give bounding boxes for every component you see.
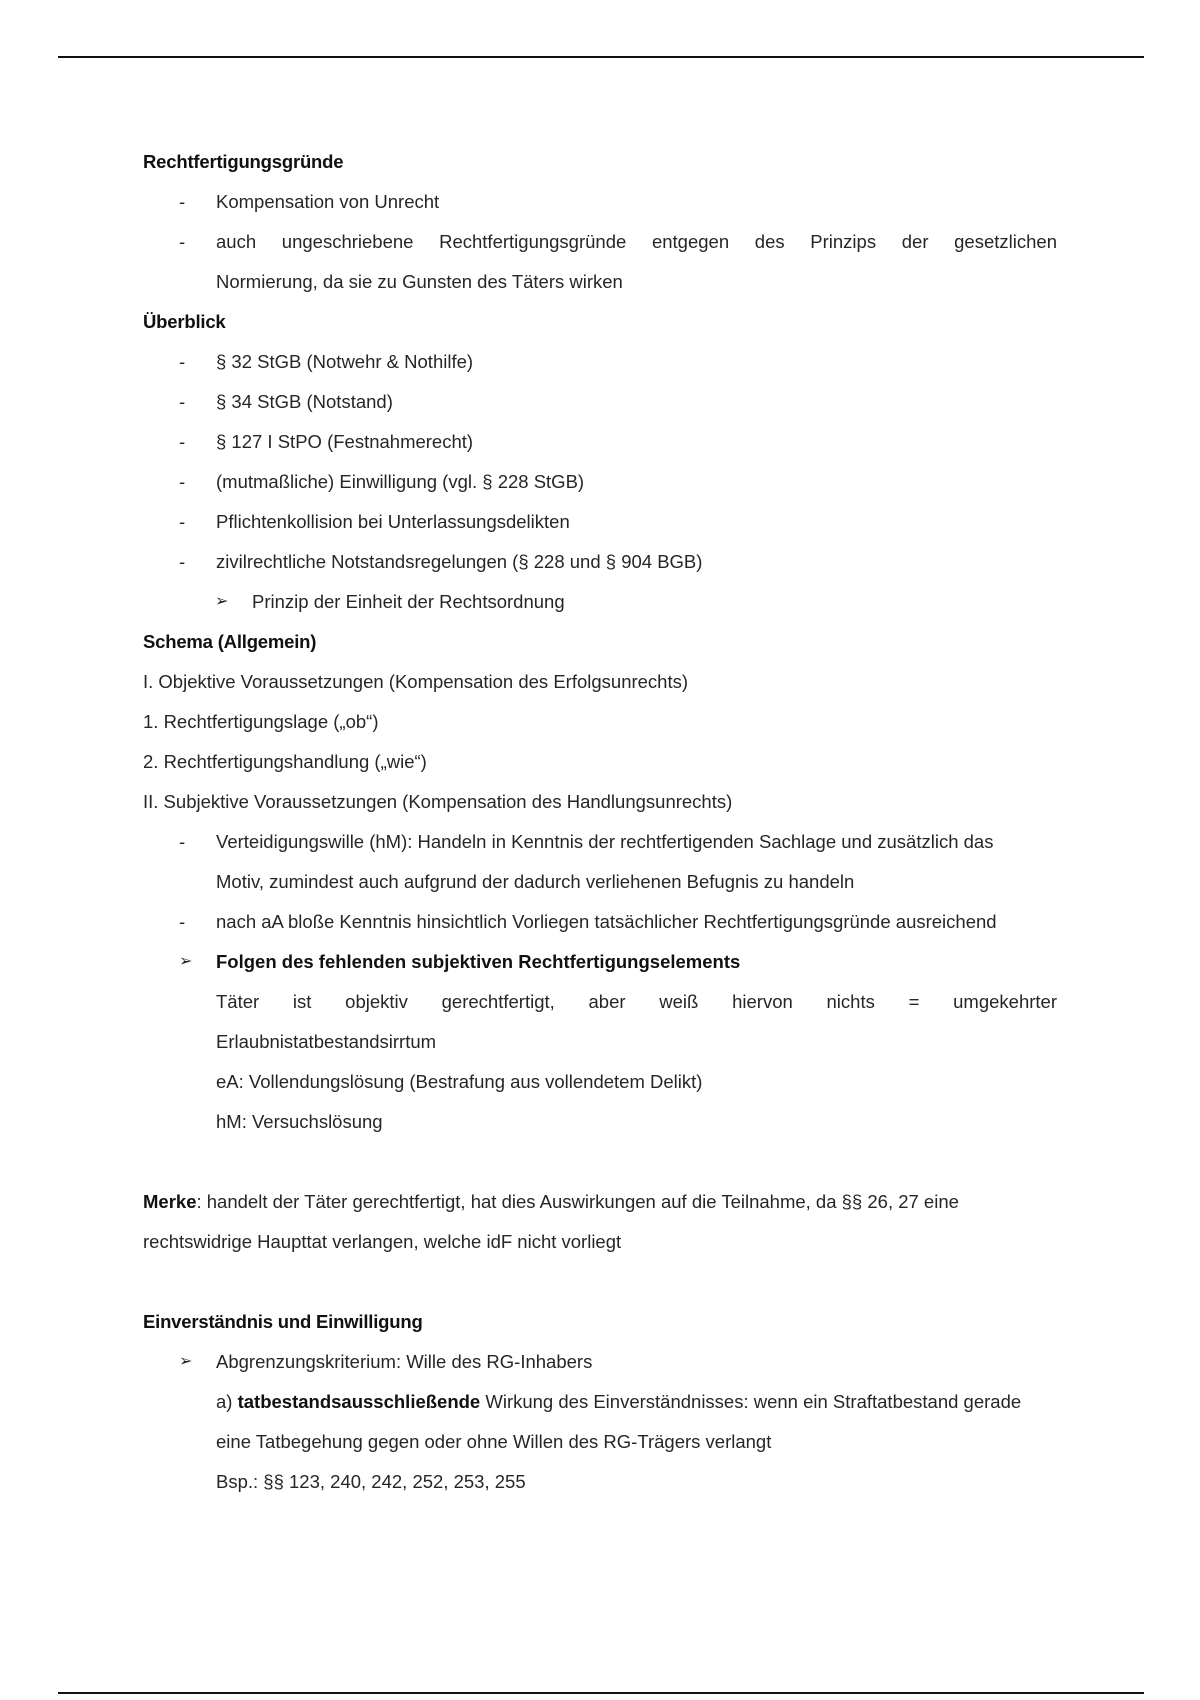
dash-marker: - xyxy=(179,431,186,452)
list-item: - § 32 StGB (Notwehr & Nothilfe) xyxy=(143,342,1057,382)
schema-line: II. Subjektive Voraussetzungen (Kompensation des Handlungsunrechts) xyxy=(143,791,733,812)
arrow-item-text: eA: Vollendungslösung (Bestrafung aus vollendetem Delikt) xyxy=(216,1071,703,1092)
header-rule xyxy=(58,56,1144,58)
arrow-item: ➢ Abgrenzungskriterium: Wille des RG-Inhabers xyxy=(143,1342,1057,1382)
merke-note-continuation: rechtswidrige Haupttat verlangen, welche idF nicht vorliegt xyxy=(143,1231,622,1252)
dash-marker: - xyxy=(179,831,186,852)
arrow-item xyxy=(143,942,1057,982)
spacer xyxy=(143,1142,1057,1182)
dash-marker: - xyxy=(179,471,186,492)
arrow-bullet-icon: ➢ xyxy=(215,593,229,610)
emphasis-term: tatbestandsausschließende xyxy=(237,1391,481,1412)
dash-marker: - xyxy=(179,231,186,252)
list-item: - auch ungeschriebene Rechtfertigungsgründe entgegen des Prinzips der gesetzlichen xyxy=(143,222,1057,262)
schema-line: 2. Rechtfertigungshandlung („wie“) xyxy=(143,751,427,772)
dash-marker: - xyxy=(179,911,186,932)
dash-marker: - xyxy=(179,391,186,412)
arrow-item-text: Erlaubnistatbestandsirrtum xyxy=(216,1031,437,1052)
list-item: - (mutmaßliche) Einwilligung (vgl. § 228 StGB) xyxy=(143,462,1057,502)
list-item-continuation: Motiv, zumindest auch aufgrund der dadurch verliehenen Befugnis zu handeln xyxy=(216,871,855,892)
arrow-bullet-icon: ➢ xyxy=(179,1353,193,1370)
list-item-continuation: Normierung, da sie zu Gunsten des Täters wirken xyxy=(216,271,623,292)
heading-ueberblick: Überblick xyxy=(143,311,226,332)
merke-label: Merke xyxy=(143,1191,197,1212)
footer-rule xyxy=(58,1692,1144,1694)
list-item: - § 127 I StPO (Festnahmerecht) xyxy=(143,422,1057,462)
arrow-item-text: eine Tatbegehung gegen oder ohne Willen des RG-Trägers verlangt xyxy=(216,1431,772,1452)
arrow-item-text: hM: Versuchslösung xyxy=(216,1111,383,1132)
schema-line: I. Objektive Voraussetzungen (Kompensation des Erfolgsunrechts) xyxy=(143,671,689,692)
dash-marker: - xyxy=(179,551,186,572)
arrow-item-text: Bsp.: §§ 123, 240, 242, 252, 253, 255 xyxy=(216,1471,526,1492)
heading-einverstaendnis: Einverständnis und Einwilligung xyxy=(143,1311,423,1332)
dash-marker: - xyxy=(179,351,186,372)
list-item: - Kompensation von Unrecht xyxy=(143,182,1057,222)
heading-schema: Schema (Allgemein) xyxy=(143,631,317,652)
spacer xyxy=(143,1262,1057,1302)
list-item: - zivilrechtliche Notstandsregelungen (§ 228 und § 904 BGB) xyxy=(143,542,1057,582)
arrow-heading: Folgen des fehlenden subjektiven Rechtfertigungselements xyxy=(216,951,741,972)
arrow-item: ➢ Prinzip der Einheit der Rechtsordnung xyxy=(143,582,1057,622)
dash-marker: - xyxy=(179,191,186,212)
arrow-bullet-icon: ➢ xyxy=(179,953,193,970)
arrow-item-text: a) tatbestandsausschließende Wirkung des Einverständnisses: wenn ein Straftatbestand gerade xyxy=(216,1391,1022,1412)
heading-rechtfertigungsgruende: Rechtfertigungsgründe xyxy=(143,151,344,172)
schema-line: 1. Rechtfertigungslage („ob“) xyxy=(143,711,379,732)
list-item: - nach aA bloße Kenntnis hinsichtlich Vorliegen tatsächlicher Rechtfertigungsgründe ausreichend xyxy=(143,902,1057,942)
list-item: - Pflichtenkollision bei Unterlassungsdelikten xyxy=(143,502,1057,542)
merke-note: Merke: handelt der Täter gerechtfertigt, hat dies Auswirkungen auf die Teilnahme, da §§ 26, 27 eine xyxy=(143,1191,959,1212)
document-body xyxy=(143,142,1057,1502)
list-item: - Verteidigungswille (hM): Handeln in Kenntnis der rechtfertigenden Sachlage und zusätzlich das xyxy=(143,822,1057,862)
arrow-item-text: Täter ist objektiv gerechtfertigt, aber weiß hiervon nichts = umgekehrter xyxy=(216,991,1057,1012)
list-item: - § 34 StGB (Notstand) xyxy=(143,382,1057,422)
dash-marker: - xyxy=(179,511,186,532)
